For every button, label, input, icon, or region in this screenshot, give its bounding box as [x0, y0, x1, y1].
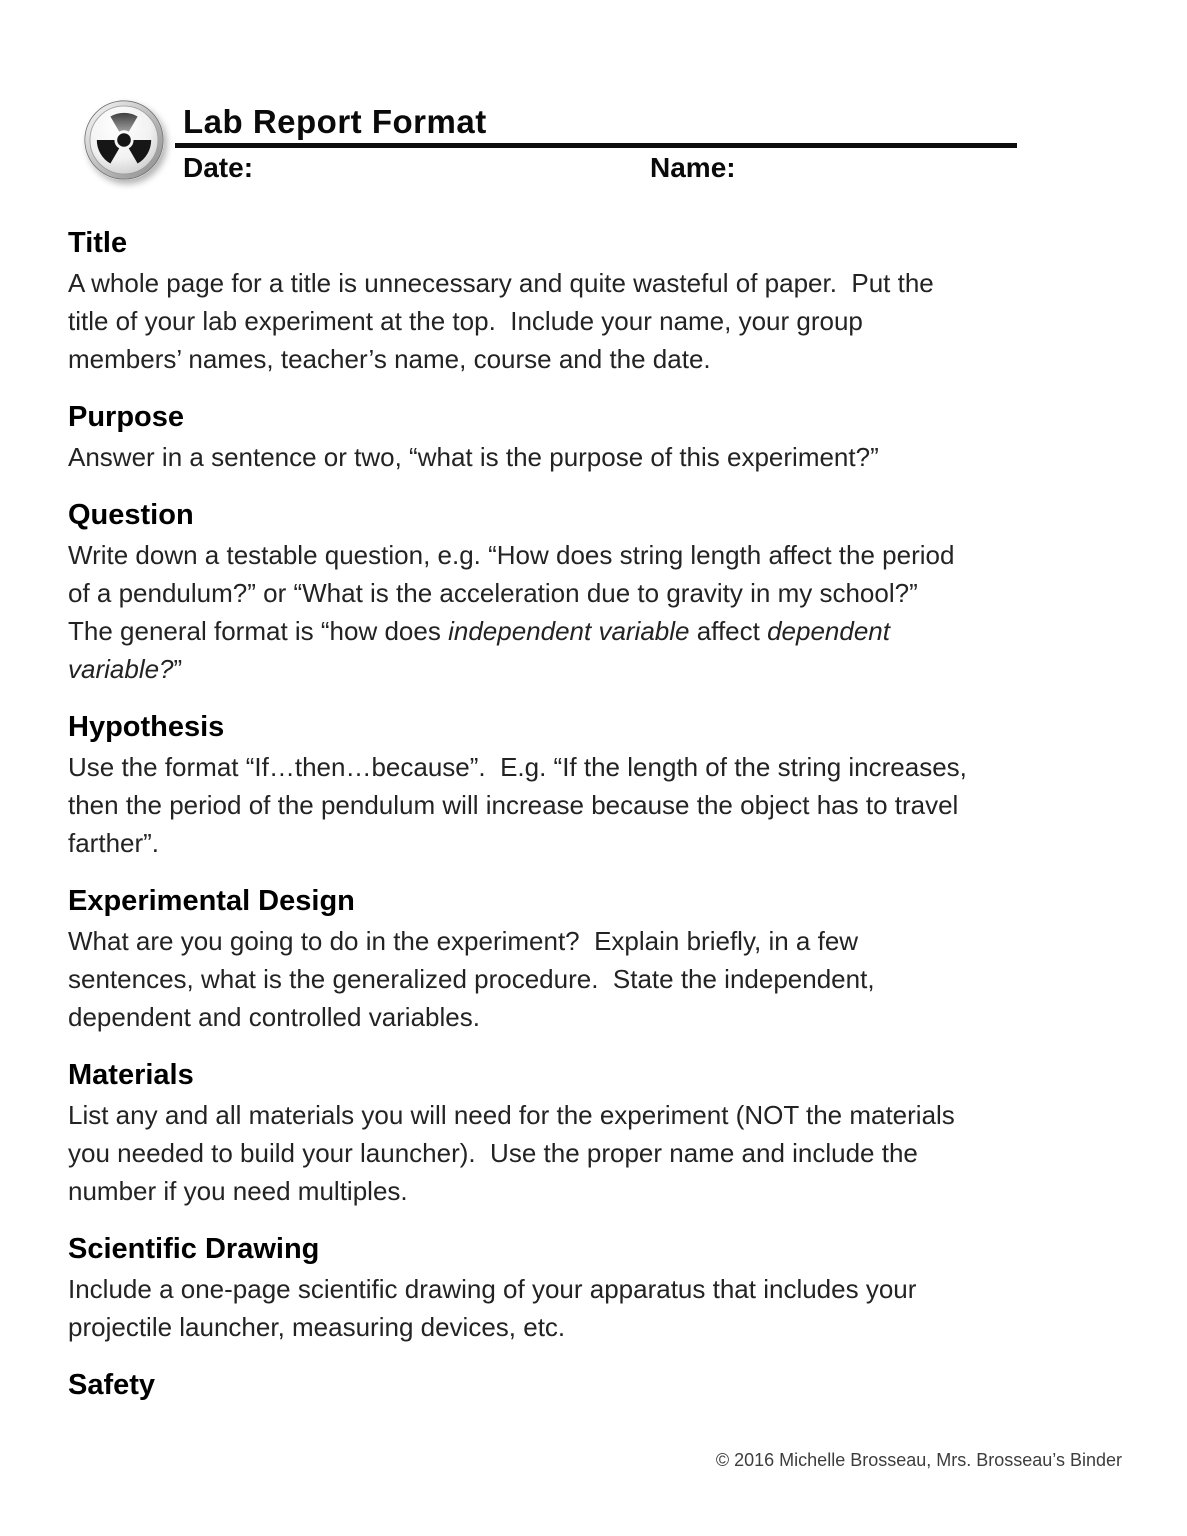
section-heading-hypothesis: Hypothesis [68, 711, 225, 743]
name-label: Name: [650, 152, 736, 183]
body-line [68, 574, 1173, 612]
section-heading-purpose: Purpose [68, 401, 185, 433]
body-line: members’ names, teacher’s name, course and the date. [68, 344, 711, 374]
section-hypothesis [68, 710, 1173, 862]
section-body-scientific-drawing [68, 1270, 1173, 1346]
section-body-experimental-design [68, 922, 1173, 1036]
document-body [68, 226, 1173, 1424]
date-label: Date: [183, 152, 254, 183]
text-segment: The general format is “how does [68, 616, 449, 646]
section-body-materials [68, 1096, 1173, 1210]
body-line [68, 612, 1173, 650]
radiation-icon-graphic [84, 100, 164, 180]
body-line: title of your lab experiment at the top. Include your name, your group [68, 306, 863, 336]
body-line: number if you need multiples. [68, 1176, 408, 1206]
page-title: Lab Report Format [183, 103, 487, 140]
radiation-icon [84, 100, 164, 180]
body-line: then the period of the pendulum will increase because the object has to travel [68, 790, 959, 820]
section-heading-experimental-design: Experimental Design [68, 885, 355, 917]
body-line: projectile launcher, measuring devices, etc. [68, 1312, 566, 1342]
body-line: What are you going to do in the experiment? Explain briefly, in a few [68, 926, 859, 956]
section-body-title [68, 264, 1173, 378]
copyright-text: © 2016 Michelle Brosseau, Mrs. Brosseau’s Binder [715, 1450, 1122, 1470]
section-experimental-design [68, 884, 1173, 1036]
body-line [68, 650, 1173, 688]
section-heading-safety: Safety [68, 1369, 156, 1401]
body-line: A whole page for a title is unnecessary and quite wasteful of paper. Put the [68, 268, 934, 298]
section-materials [68, 1058, 1173, 1210]
body-line: Use the format “If…then…because”. E.g. “If the length of the string increases, [68, 752, 967, 782]
section-purpose [68, 400, 1173, 476]
text-segment: Write down a testable question, e.g. “How does string length affect the period [68, 540, 955, 570]
section-question [68, 498, 1173, 688]
section-safety [68, 1368, 1173, 1402]
section-heading-question: Question [68, 499, 194, 531]
body-line: dependent and controlled variables. [68, 1002, 480, 1032]
text-segment: affect [689, 616, 768, 646]
section-title [68, 226, 1173, 378]
body-line: you needed to build your launcher). Use the proper name and include the [68, 1138, 918, 1168]
section-body-question [68, 536, 1173, 688]
body-line: farther”. [68, 828, 160, 858]
section-scientific-drawing [68, 1232, 1173, 1346]
section-body-hypothesis [68, 748, 1173, 862]
section-body-purpose [68, 438, 1173, 476]
body-line: List any and all materials you will need for the experiment (NOT the materials [68, 1100, 955, 1130]
section-heading-scientific-drawing: Scientific Drawing [68, 1233, 320, 1265]
italic-text-segment: variable? [68, 654, 174, 684]
section-heading-title: Title [68, 227, 128, 259]
section-heading-materials: Materials [68, 1059, 194, 1091]
body-line: sentences, what is the generalized procedure. State the independent, [68, 964, 875, 994]
italic-text-segment: dependent [767, 616, 890, 646]
body-line: Include a one-page scientific drawing of your apparatus that includes your [68, 1274, 917, 1304]
italic-text-segment: independent variable [448, 616, 690, 646]
body-line: Answer in a sentence or two, “what is the purpose of this experiment?” [68, 442, 879, 472]
body-line [68, 536, 1173, 574]
text-segment: ” [173, 654, 183, 684]
title-underline [175, 143, 1017, 148]
text-segment: of a pendulum?” or “What is the acceleration due to gravity in my school?” [68, 578, 918, 608]
